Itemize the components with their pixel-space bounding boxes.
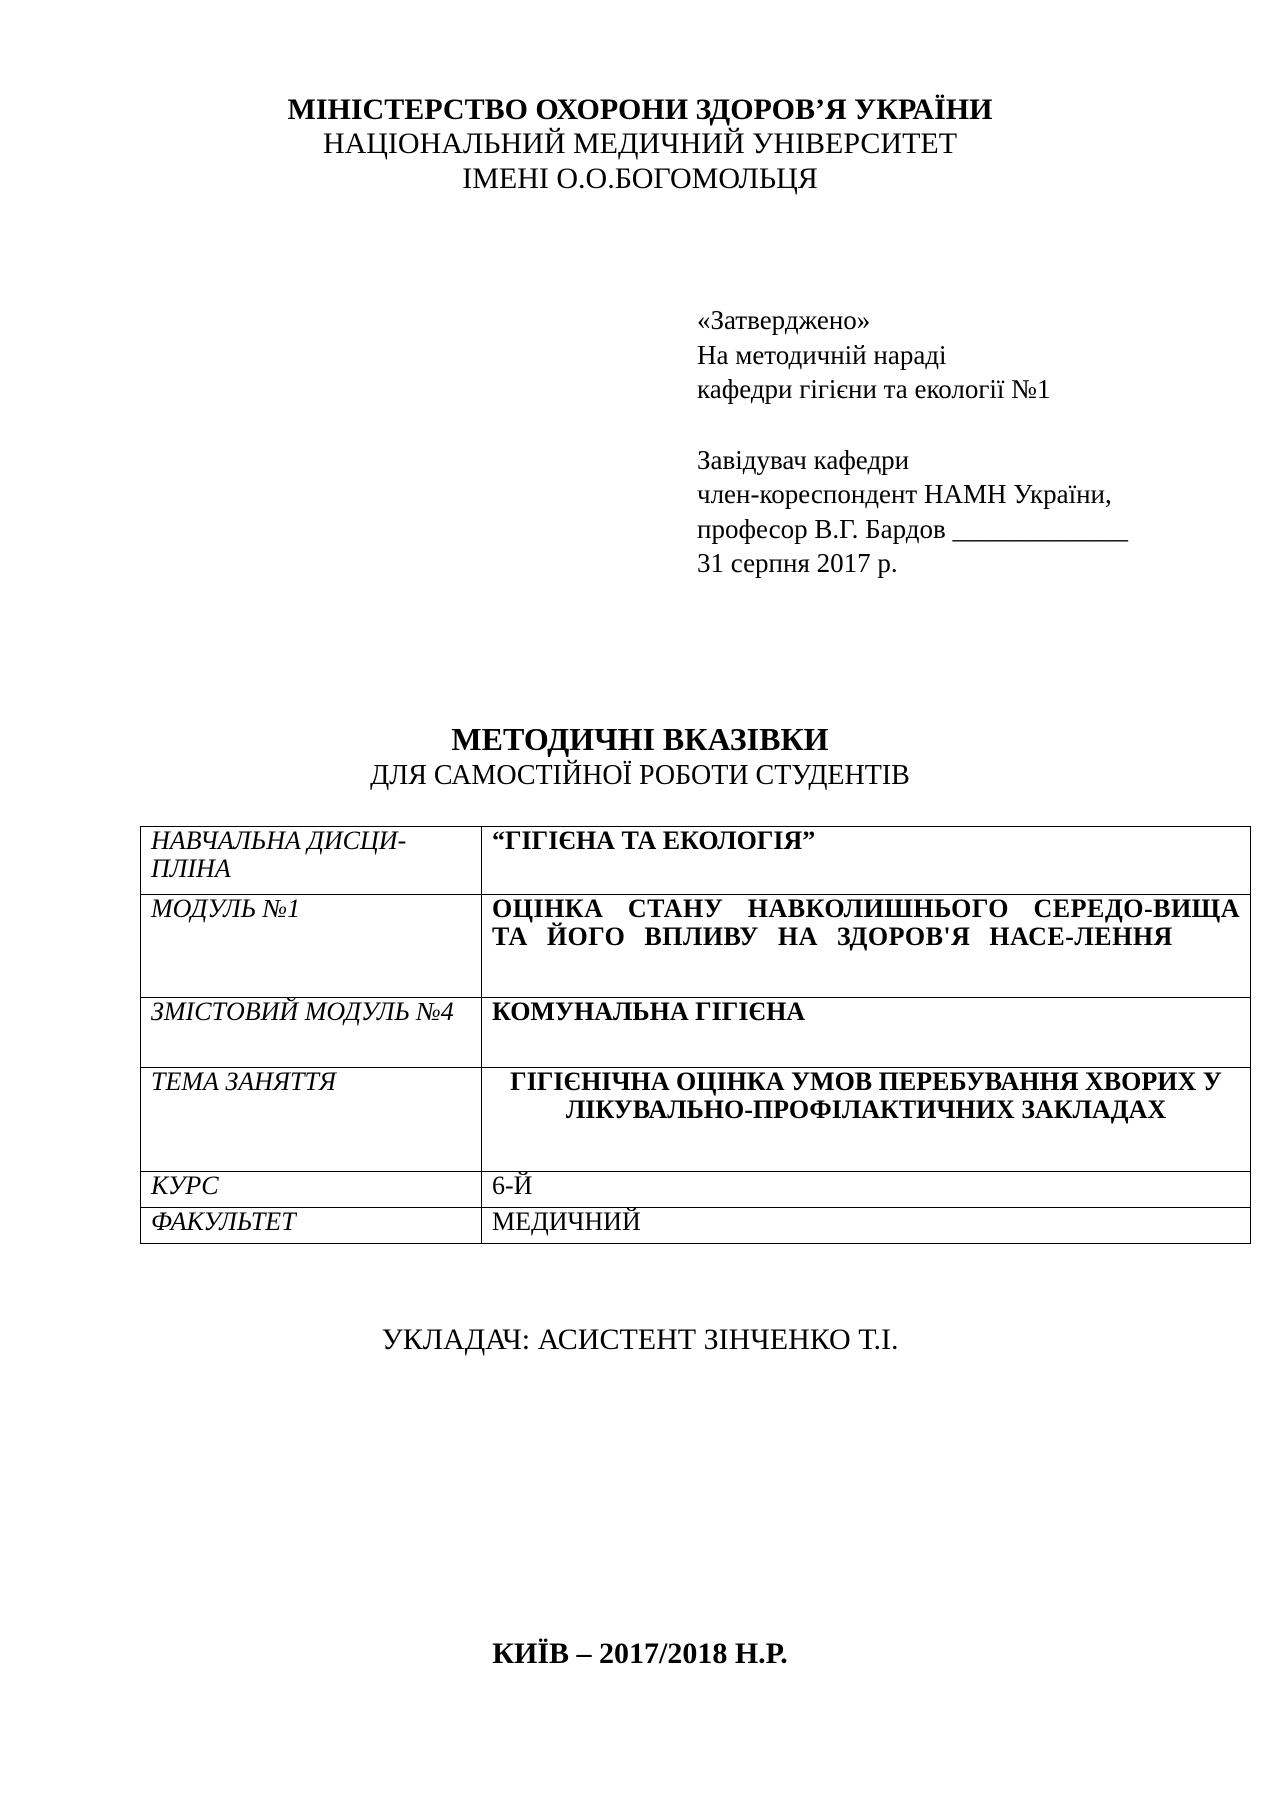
document-subtitle: ДЛЯ САМОСТІЙНОЇ РОБОТИ СТУДЕНТІВ <box>370 760 910 791</box>
faculty-label: ФАКУЛЬТЕТ <box>141 1208 482 1244</box>
document-title: МЕТОДИЧНІ ВКАЗІВКИ <box>451 721 829 757</box>
approval-date: 31 серпня 2017 р. <box>697 548 898 578</box>
table-row <box>141 895 1251 998</box>
course-label: КУРС <box>141 1172 482 1208</box>
approval-stamp: «Затверджено» <box>697 305 871 335</box>
city-year-footer: КИЇВ – 2017/2018 Н.Р. <box>492 1637 788 1670</box>
discipline-label: НАВЧАЛЬНА ДИСЦИ-ПЛІНА <box>141 827 482 895</box>
compiler-line: УКЛАДАЧ: АСИСТЕНТ ЗІНЧЕНКО Т.І. <box>381 1323 899 1356</box>
head-signature-line: професор В.Г. Бардов _____________ <box>697 514 1129 544</box>
course-value: 6-Й <box>482 1172 1251 1208</box>
table-row <box>141 998 1251 1068</box>
faculty-value: МЕДИЧНИЙ <box>482 1208 1251 1244</box>
university-name: НАЦІОНАЛЬНИЙ МЕДИЧНИЙ УНІВЕРСИТЕТ <box>322 127 958 160</box>
ministry-heading: МІНІСТЕРСТВО ОХОРОНИ ЗДОРОВ’Я УКРАЇНИ <box>287 93 993 126</box>
topic-label: ТЕМА ЗАНЯТТЯ <box>141 1068 482 1172</box>
table-row <box>141 1068 1251 1172</box>
head-rank: член-кореспондент НАМН України, <box>697 479 1112 509</box>
table-row <box>141 1172 1251 1208</box>
module-value: ОЦІНКА СТАНУ НАВКОЛИШНЬОГО СЕРЕДО-ВИЩА ТА ЙОГО ВПЛИВУ НА ЗДОРОВ'Я НАСЕ-ЛЕННЯ <box>482 895 1251 998</box>
topic-value: ГІГІЄНІЧНА ОЦІНКА УМОВ ПЕРЕБУВАННЯ ХВОРИХ У ЛІКУВАЛЬНО-ПРОФІЛАКТИЧНИХ ЗАКЛАДАХ <box>482 1068 1251 1172</box>
content-module-label: ЗМІСТОВИЙ МОДУЛЬ №4 <box>141 998 482 1068</box>
module-label: МОДУЛЬ №1 <box>141 895 482 998</box>
approval-meeting: На методичній нараді <box>697 340 947 370</box>
content-module-value: КОМУНАЛЬНА ГІГІЄНА <box>482 998 1251 1068</box>
course-info-table <box>140 826 1251 1244</box>
head-of-department-title: Завідувач кафедри <box>697 445 910 475</box>
discipline-value: “ГІГІЄНА ТА ЕКОЛОГІЯ” <box>482 827 1251 895</box>
table-row <box>141 1208 1251 1244</box>
university-named-after: ІМЕНІ О.О.БОГОМОЛЬЦЯ <box>462 162 818 195</box>
table-row <box>141 827 1251 895</box>
approval-department: кафедри гігієни та екології №1 <box>697 374 1051 404</box>
